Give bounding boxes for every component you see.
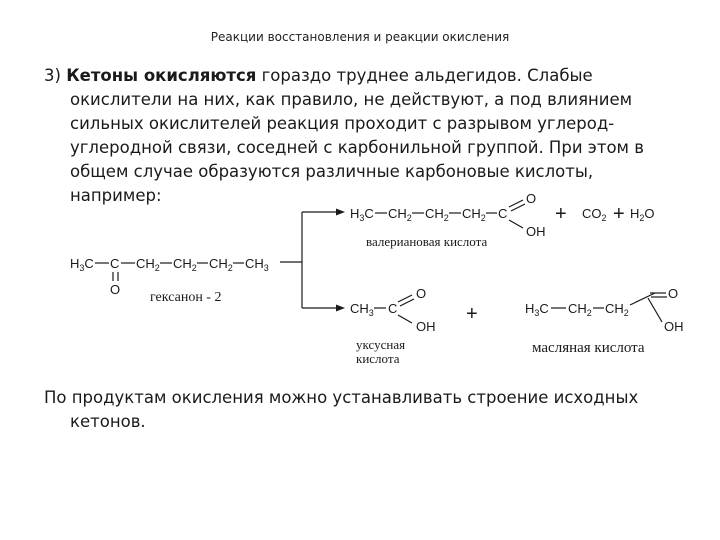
product-valeric-acid [350, 191, 546, 239]
product-acetic-acid [350, 286, 436, 334]
acetic-acid-name-line1: уксусная [356, 337, 406, 352]
plus-bottom: + [466, 303, 478, 325]
plus-top-1: + [555, 203, 567, 225]
intro-prefix: 3) [44, 66, 67, 85]
conclusion-paragraph: По продуктам окисления можно устанавливать строение исходных кетонов. [44, 388, 639, 431]
reactant-ch3: $CH_3$ [245, 256, 269, 273]
reactant-oxygen: O [110, 282, 121, 297]
slide-title: Реакции восстановления и реакции окисления [210, 30, 510, 44]
reaction-arrows [280, 212, 338, 308]
reactant-ch2-2: $CH_2$ [173, 256, 197, 273]
intro-subject: Кетоны окисляются [66, 66, 257, 85]
product-butyric-acid [525, 286, 684, 334]
valeric-ch2-2: $CH_2$ [425, 206, 449, 223]
acetic-oh: OH [416, 319, 436, 334]
reactant-h3c: $H_3C$ [70, 256, 94, 273]
intro-text: гораздо труднее альдегидов. Слабые окислители на них, как правило, не действуют, а под влиянием сильных окислителей реакция проходит с разрывом углерод-углеродной связи, соседней с карбонильной группой. При этом в общем случае образуются различные карбоновые кислоты, например: [70, 66, 644, 205]
arrow-head-bottom [336, 305, 345, 312]
acetic-oxygen: O [416, 286, 427, 301]
acetic-acid-name-line2: кислота [356, 351, 400, 366]
valeric-ch2-3: $CH_2$ [462, 206, 486, 223]
butyric-acid-name: масляная кислота [532, 340, 645, 356]
butyric-ch2: $CH_2$ [568, 301, 592, 318]
butyric-oh: OH [664, 319, 684, 334]
valeric-c: C [498, 206, 508, 221]
plus-top-2: + [613, 203, 625, 225]
valeric-h3c: $H_3C$ [350, 206, 374, 223]
water-formula: $H_2O$ [630, 206, 655, 223]
butyric-ch2-2: $CH_2$ [605, 301, 629, 318]
reactant-c: C [110, 256, 120, 271]
acetic-c: C [388, 301, 398, 316]
co2-formula: $CO_2$ [582, 206, 607, 223]
valeric-ch2-1: $CH_2$ [388, 206, 412, 223]
butyric-h3c: $H_3C$ [525, 301, 549, 318]
reactant-name: гексанон - 2 [150, 290, 222, 305]
reactant-ch2-3: $CH_2$ [209, 256, 233, 273]
reactant-ch2-1: $CH_2$ [136, 256, 160, 273]
valeric-oh: OH [526, 224, 546, 239]
valeric-oxygen: O [526, 191, 537, 206]
arrow-head-top [336, 209, 345, 216]
valeric-acid-name: валериановая кислота [366, 234, 488, 249]
butyric-oxygen: O [668, 286, 679, 301]
acetic-ch3: $CH_3$ [350, 301, 374, 318]
